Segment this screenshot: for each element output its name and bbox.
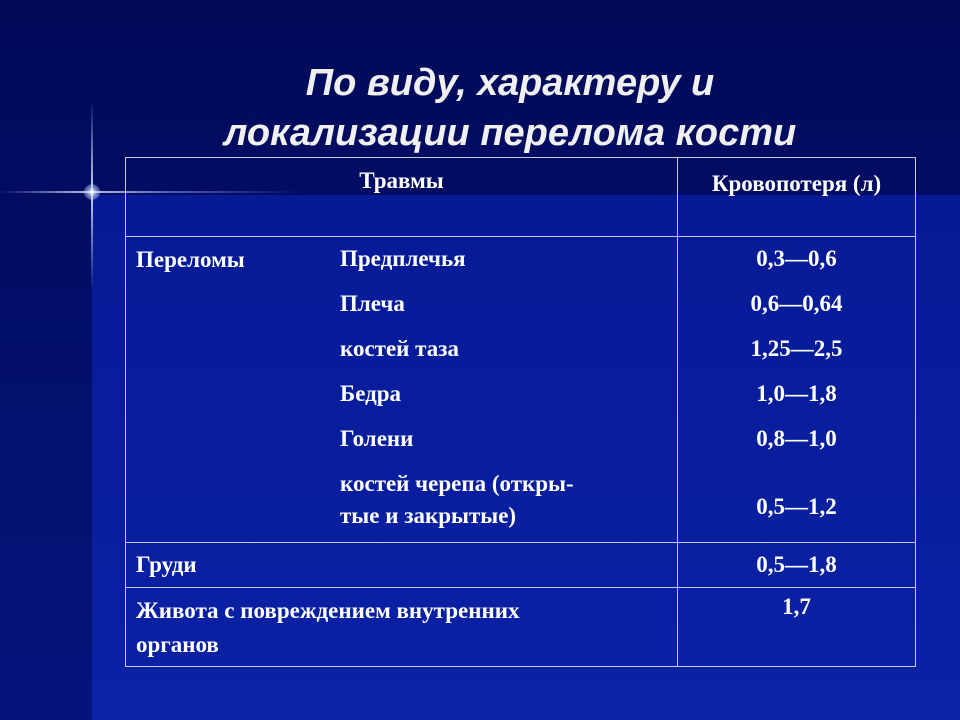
- abdomen-label: [126, 588, 677, 662]
- abdomen-label-line-2: органов: [136, 632, 219, 657]
- chest-label: Груди: [136, 552, 197, 577]
- light-flare-core: [84, 184, 100, 200]
- value-item: 0,5—1,2: [756, 494, 837, 519]
- list-item-line-2: тые и закрытые): [340, 503, 517, 528]
- header-injuries: Травмы: [126, 158, 678, 237]
- fractures-values: [678, 247, 915, 540]
- chest-value: 0,5—1,8: [756, 552, 837, 577]
- list-item: Плеча: [340, 291, 405, 316]
- table-row-abdomen: [126, 588, 916, 667]
- list-item-line-1: костей черепа (откры-: [340, 471, 574, 496]
- value-item: 0,3—0,6: [756, 246, 837, 271]
- fractures-values-cell: [678, 237, 916, 543]
- value-item: 0,8—1,0: [756, 426, 837, 451]
- fractures-label: Переломы: [136, 247, 245, 272]
- list-item: [340, 468, 670, 532]
- abdomen-label-line-1: Живота с повреждением внутренних: [136, 598, 520, 623]
- header-blood-loss: Кровопотеря (л): [678, 158, 916, 237]
- chest-label-cell: [126, 543, 678, 588]
- blood-loss-table: [125, 157, 916, 667]
- list-item: Голени: [340, 426, 414, 451]
- abdomen-label-cell: [126, 588, 678, 667]
- abdomen-value-cell: [678, 588, 916, 667]
- title-line-2: локализации перелома кости: [223, 112, 797, 154]
- chest-value-cell: [678, 543, 916, 588]
- value-item: 0,6—0,64: [750, 291, 843, 316]
- fractures-cell: [126, 237, 678, 543]
- value-item: 1,0—1,8: [756, 381, 837, 406]
- abdomen-value: 1,7: [782, 594, 811, 619]
- list-item: костей таза: [340, 336, 459, 361]
- value-item: 1,25—2,5: [750, 336, 843, 361]
- list-item: Предплечья: [340, 246, 466, 271]
- table-row-chest: [126, 543, 916, 588]
- slide-title: [130, 58, 890, 158]
- background-left-band: [0, 195, 92, 720]
- table-header-row: [126, 158, 916, 237]
- title-line-1: По виду, характеру и: [305, 62, 715, 104]
- fractures-list: [340, 247, 670, 532]
- list-item: Бедра: [340, 381, 402, 406]
- table-row-fractures: [126, 237, 916, 543]
